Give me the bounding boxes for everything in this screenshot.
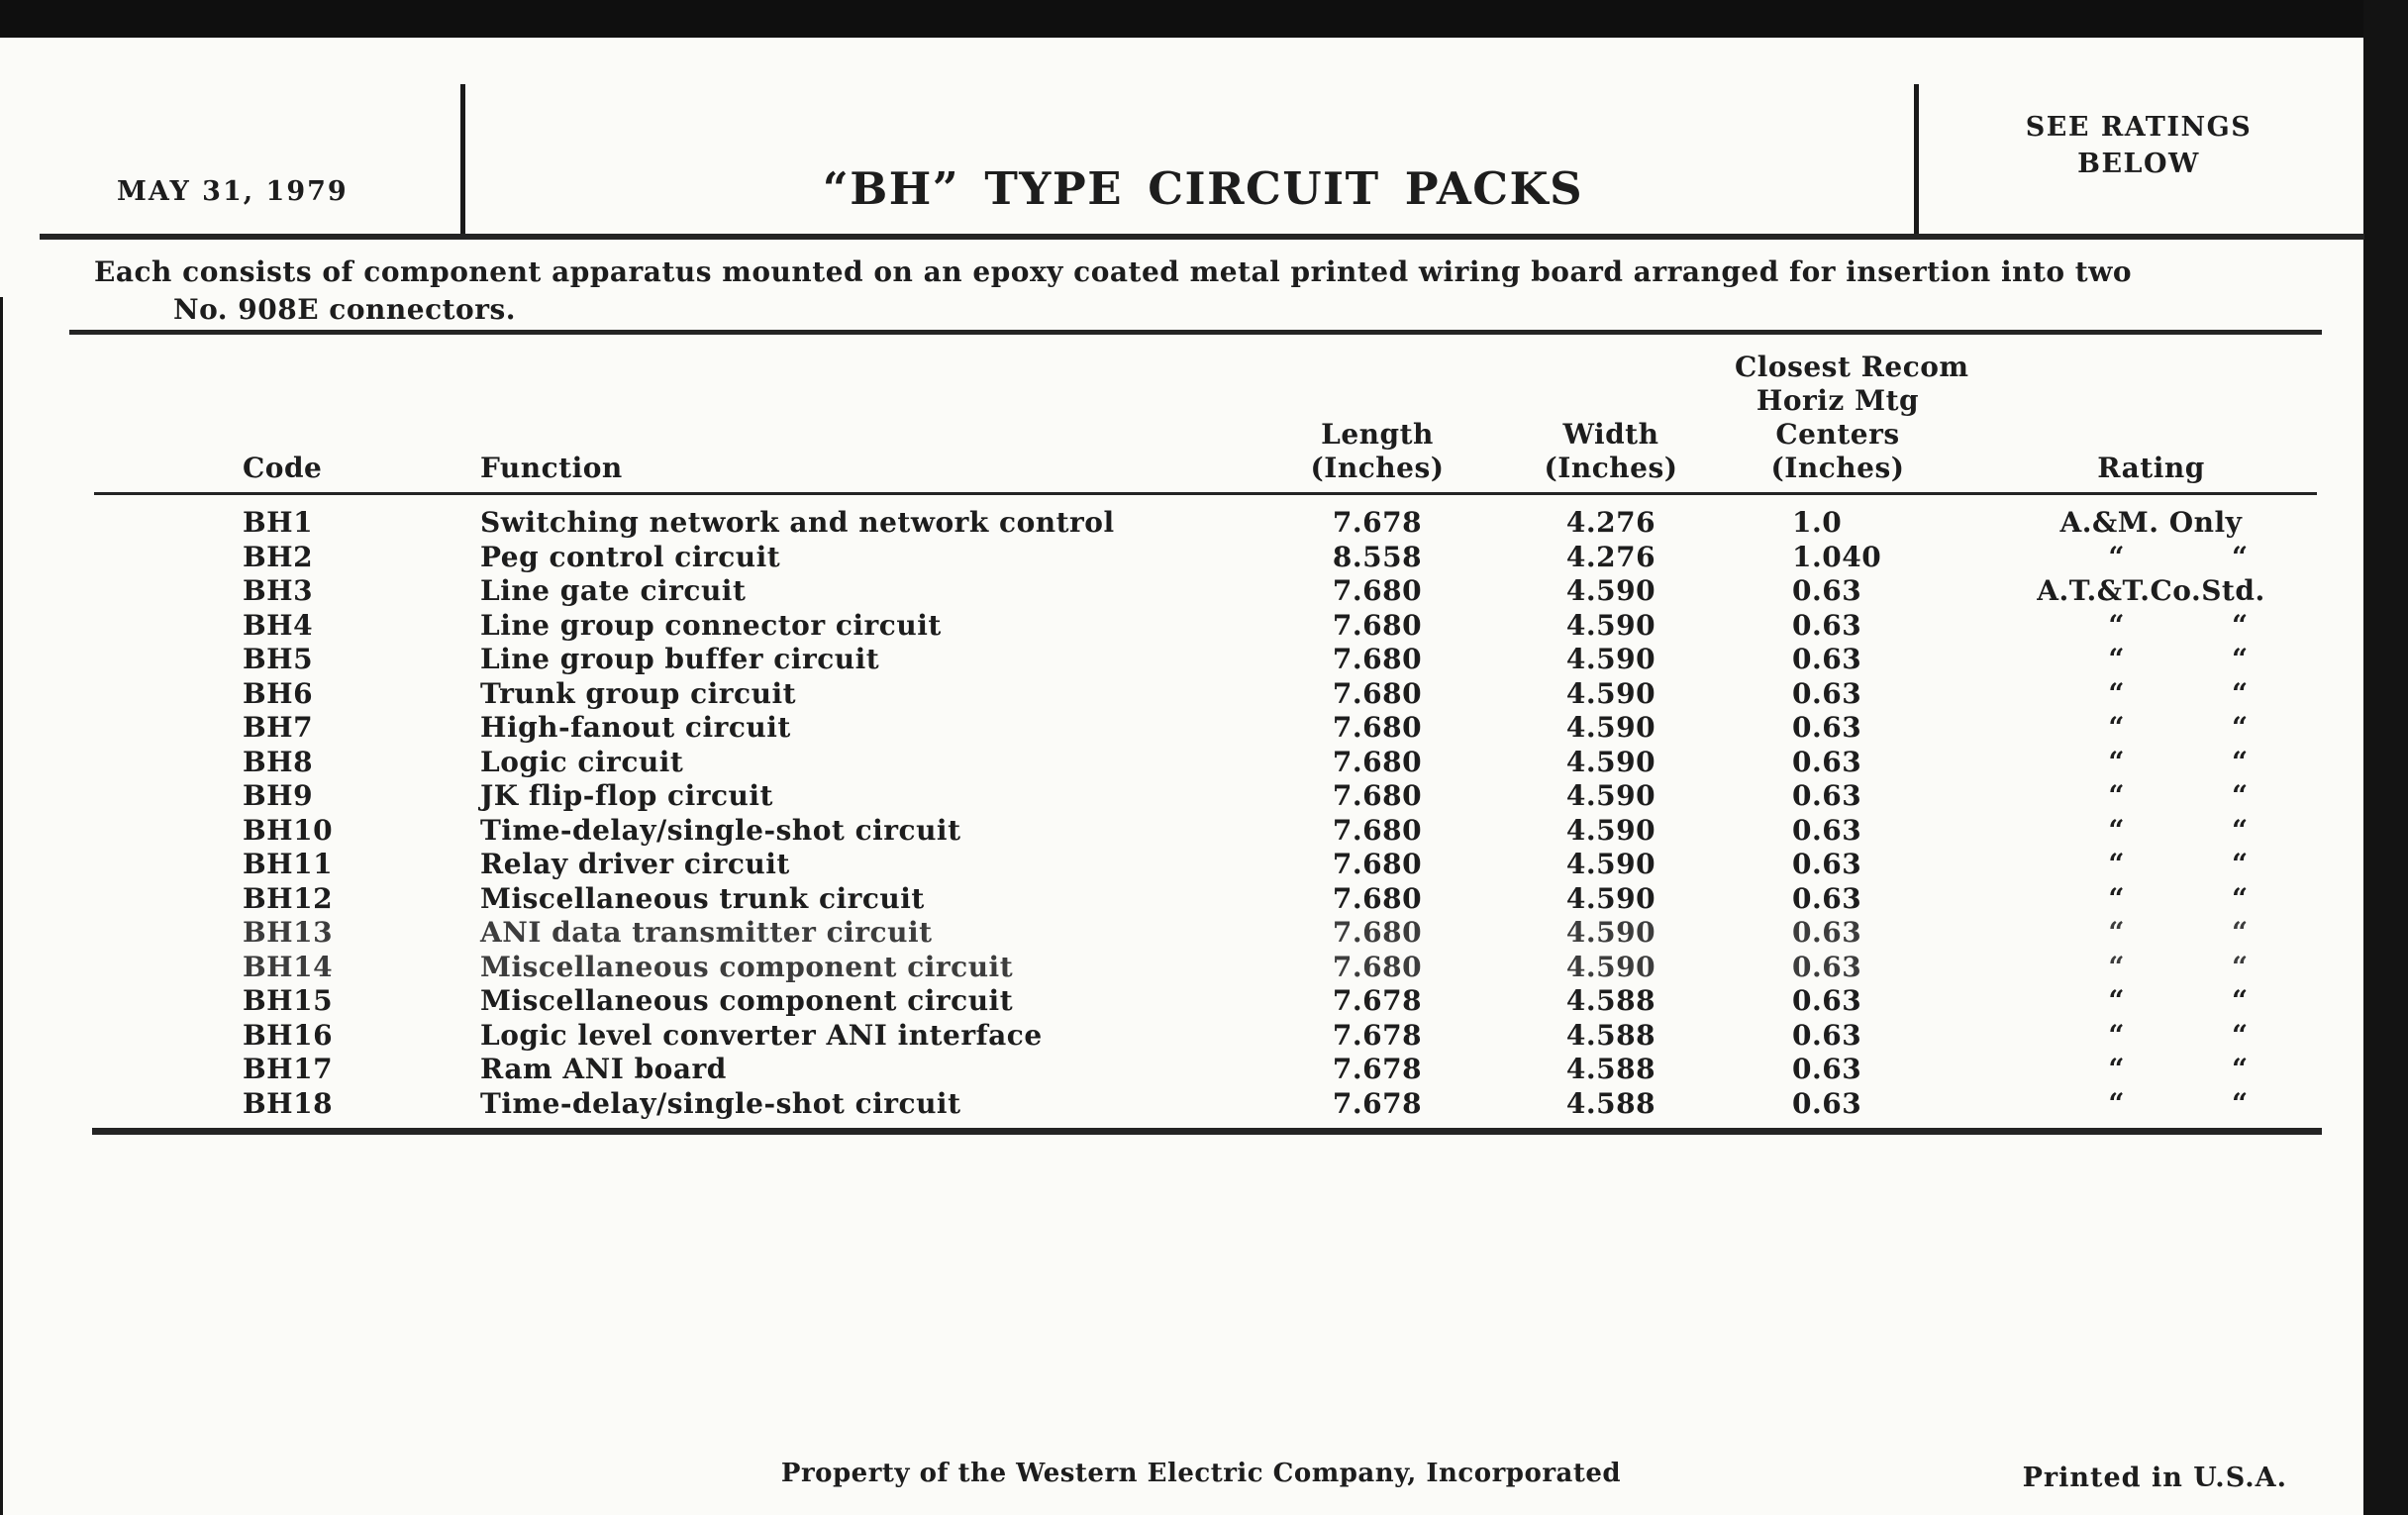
ditto-mark: “ [2232,984,2249,1017]
ditto-mark: “ [2108,1018,2125,1052]
ditto-mark: “ [2108,984,2125,1017]
table-row [243,711,2361,746]
ditto-mark: “ [2232,881,2249,915]
row-centers: 0.63 [1792,676,1862,710]
row-length: 7.678 [1332,1018,1423,1052]
ditto-mark: “ [2232,950,2249,983]
table-header-rule [94,492,2317,495]
ratings-note-line2: BELOW [2077,149,2200,179]
row-width: 4.590 [1565,848,1656,880]
row-width: 4.590 [1565,881,1656,915]
row-length: 7.680 [1332,745,1423,778]
row-code: BH16 [243,1018,334,1052]
ditto-mark: “ [2108,711,2125,744]
row-centers: 0.63 [1792,643,1862,675]
row-length: 7.680 [1332,711,1423,744]
row-centers: 0.63 [1792,1018,1862,1052]
row-code: BH17 [243,1053,334,1085]
row-function: Line group connector circuit [480,608,942,642]
column-header-centers-line1: Closest Recom [1735,351,1969,383]
row-rating [1941,951,2361,985]
row-width: 4.588 [1565,1086,1656,1120]
row-code: BH2 [243,540,314,573]
ditto-mark: “ [2232,779,2249,812]
masthead-rule [40,234,2364,240]
row-function: Relay driver circuit [480,848,790,880]
ditto-mark: “ [2232,1018,2249,1052]
row-code: BH4 [243,608,314,642]
row-length: 7.680 [1332,574,1423,607]
row-function: High-fanout circuit [480,711,791,744]
table-row [243,848,2361,882]
ratings-note [2026,109,2252,182]
row-width: 4.590 [1565,676,1656,710]
row-width: 4.590 [1565,608,1656,642]
column-header-code: Code [243,452,323,484]
row-code: BH12 [243,881,334,915]
row-centers: 0.63 [1792,1053,1862,1085]
row-length: 7.680 [1332,779,1423,812]
row-rating: A.&M. Only [2059,506,2243,539]
table-rows [243,506,2361,1121]
row-width: 4.276 [1565,506,1656,539]
row-width: 4.588 [1565,984,1656,1017]
row-centers: 0.63 [1792,711,1862,744]
ditto-mark: “ [2232,676,2249,710]
column-header-centers-line2: Horiz Mtg [1756,384,1920,417]
footer-property-notice: Property of the Western Electric Company, Incorporated [780,1459,1622,1488]
row-length: 8.558 [1332,540,1423,573]
row-width: 4.590 [1565,916,1656,949]
table-row [243,609,2361,644]
row-length: 7.680 [1332,608,1423,642]
row-length: 7.680 [1332,916,1423,949]
masthead-divider-right [1914,84,1919,236]
row-code: BH14 [243,950,334,983]
table-row [243,984,2361,1019]
row-centers: 0.63 [1792,813,1862,847]
row-centers: 0.63 [1792,881,1862,915]
row-rating [1941,779,2361,814]
ditto-mark: “ [2232,1053,2249,1085]
row-length: 7.678 [1332,1053,1423,1085]
row-length: 7.680 [1332,848,1423,880]
table-row [243,541,2361,575]
row-centers: 0.63 [1792,848,1862,880]
ditto-mark: “ [2232,608,2249,642]
ditto-mark: “ [2108,608,2125,642]
scan-border-top [0,0,2408,38]
row-code: BH5 [243,643,314,675]
table-row [243,916,2361,951]
row-width: 4.590 [1565,950,1656,983]
description-rule [69,330,2322,335]
ditto-mark: “ [2108,813,2125,847]
column-header-rating: Rating [2097,452,2205,484]
row-function: Logic circuit [480,745,684,778]
table-header [243,347,2361,485]
table-row [243,1087,2361,1122]
row-function: Line gate circuit [480,574,747,607]
row-width: 4.590 [1565,779,1656,812]
ditto-mark: “ [2232,711,2249,744]
row-length: 7.680 [1332,950,1423,983]
row-code: BH3 [243,574,314,607]
ratings-note-line1: SEE RATINGS [2025,112,2253,143]
row-code: BH7 [243,711,314,744]
row-rating [1941,711,2361,746]
ditto-mark: “ [2108,540,2125,573]
table-row [243,506,2361,541]
row-rating [1941,1053,2361,1087]
description-line1: Each consists of component apparatus mounted on an epoxy coated metal printed wiring board arranged for insertion into two [94,255,2133,288]
row-centers: 0.63 [1792,916,1862,949]
row-length: 7.678 [1332,1086,1423,1120]
row-width: 4.590 [1565,745,1656,778]
column-header-function: Function [480,452,623,484]
row-centers: 1.0 [1792,506,1843,539]
table-row [243,951,2361,985]
row-centers: 0.63 [1792,984,1862,1017]
row-function: Logic level converter ANI interface [480,1018,1043,1052]
ditto-mark: “ [2232,643,2249,675]
table-row [243,574,2361,609]
row-function: Ram ANI board [480,1053,727,1085]
row-centers: 0.63 [1792,779,1862,812]
row-code: BH9 [243,779,314,812]
column-header-length-line1: Length [1321,418,1434,451]
row-rating [1941,848,2361,882]
row-width: 4.588 [1565,1053,1656,1085]
row-code: BH18 [243,1086,334,1120]
column-header-length [1267,418,1487,485]
row-function: Time-delay/single-shot circuit [480,1086,961,1120]
table-row [243,643,2361,677]
ditto-mark: “ [2108,643,2125,675]
table-row [243,779,2361,814]
row-centers: 1.040 [1792,540,1882,573]
column-header-centers [1735,351,1969,485]
row-width: 4.590 [1565,711,1656,744]
row-rating [1941,916,2361,951]
ditto-mark: “ [2108,745,2125,778]
row-centers: 0.63 [1792,608,1862,642]
ditto-mark: “ [2108,881,2125,915]
row-function: Trunk group circuit [480,676,797,710]
row-rating [1941,882,2361,917]
page-title: “BH” TYPE CIRCUIT PACKS [822,162,1584,215]
ditto-mark: “ [2108,950,2125,983]
row-centers: 0.63 [1792,1086,1862,1120]
row-rating [1941,1019,2361,1054]
row-rating [1941,814,2361,849]
table-row [243,1019,2361,1054]
row-length: 7.680 [1332,813,1423,847]
ditto-mark: “ [2232,848,2249,880]
row-centers: 0.63 [1792,950,1862,983]
masthead-divider-left [460,84,465,236]
ditto-mark: “ [2108,1053,2125,1085]
row-width: 4.588 [1565,1018,1656,1052]
row-function: Miscellaneous component circuit [480,950,1014,983]
table-row [243,1053,2361,1087]
row-centers: 0.63 [1792,574,1862,607]
row-width: 4.590 [1565,813,1656,847]
row-rating [1941,984,2361,1019]
footer-printed-in: Printed in U.S.A. [2022,1463,2287,1493]
ditto-mark: “ [2108,916,2125,949]
scan-border-left [0,297,3,1515]
row-length: 7.680 [1332,676,1423,710]
description-paragraph [94,253,2317,329]
table-bottom-rule [92,1128,2322,1135]
row-width: 4.590 [1565,643,1656,675]
row-length: 7.678 [1332,506,1423,539]
row-function: Time-delay/single-shot circuit [480,813,961,847]
row-function: ANI data transmitter circuit [480,916,933,949]
ditto-mark: “ [2108,676,2125,710]
row-code: BH13 [243,916,334,949]
row-code: BH6 [243,676,314,710]
ditto-mark: “ [2232,745,2249,778]
row-rating: A.T.&T.Co.Std. [2037,574,2265,607]
ditto-mark: “ [2232,1086,2249,1120]
row-centers: 0.63 [1792,745,1862,778]
row-code: BH8 [243,745,314,778]
column-header-width-line2: (Inches) [1544,452,1678,484]
ditto-mark: “ [2232,813,2249,847]
ditto-mark: “ [2232,540,2249,573]
column-header-centers-line3: Centers [1775,418,1900,451]
ditto-mark: “ [2108,779,2125,812]
description-line2: No. 908E connectors. [173,293,516,326]
table-row [243,677,2361,712]
ditto-mark: “ [2232,916,2249,949]
row-rating [1941,677,2361,712]
row-function: JK flip-flop circuit [480,779,773,812]
table-row [243,882,2361,917]
row-code: BH15 [243,984,334,1017]
row-function: Line group buffer circuit [480,643,880,675]
column-header-length-line2: (Inches) [1310,452,1445,484]
row-code: BH1 [243,506,314,539]
row-width: 4.590 [1565,574,1656,607]
row-code: BH10 [243,813,334,847]
row-function: Miscellaneous component circuit [480,984,1014,1017]
column-header-centers-line4: (Inches) [1770,452,1905,484]
row-rating [1941,541,2361,575]
masthead [0,38,2408,236]
table-row [243,814,2361,849]
row-function: Switching network and network control [480,506,1115,539]
row-width: 4.276 [1565,540,1656,573]
ditto-mark: “ [2108,1086,2125,1120]
row-length: 7.680 [1332,643,1423,675]
row-function: Miscellaneous trunk circuit [480,881,925,915]
row-rating [1941,746,2361,780]
issue-date: MAY 31, 1979 [117,176,349,207]
row-code: BH11 [243,848,334,880]
row-rating [1941,643,2361,677]
row-rating [1941,609,2361,644]
table-row [243,746,2361,780]
row-length: 7.678 [1332,984,1423,1017]
row-rating [1941,1087,2361,1122]
row-function: Peg control circuit [480,540,781,573]
column-header-width [1487,418,1735,485]
row-length: 7.680 [1332,881,1423,915]
ditto-mark: “ [2108,848,2125,880]
column-header-width-line1: Width [1562,418,1659,451]
